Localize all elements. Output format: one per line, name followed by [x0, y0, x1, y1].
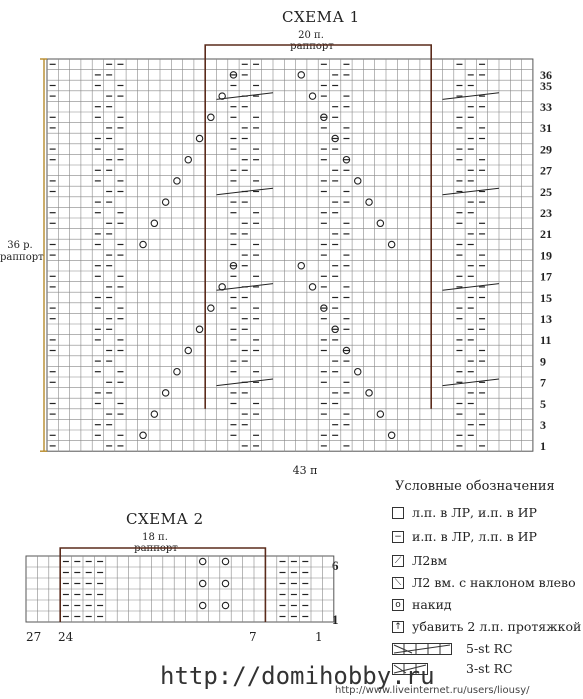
yarn-over-mark [162, 390, 168, 396]
legend-label: и.п. в ЛР, л.п. в ИР [412, 529, 537, 544]
yarn-over-mark [140, 432, 146, 438]
chart1-row-label: 5 [540, 396, 546, 411]
chart1-row-label: 21 [540, 227, 552, 242]
yarn-over-mark [377, 220, 383, 226]
legend-item-cdd [392, 619, 581, 634]
yarn-over-mark [151, 411, 157, 417]
ssk-icon: ⟍ [392, 577, 404, 589]
yarn-over-mark [298, 72, 304, 78]
legend-title: Условные обозначения [395, 479, 555, 494]
legend-label: 5-st RC [466, 641, 513, 656]
yarn-over-mark [388, 432, 394, 438]
chart2-title: СХЕМА 2 [126, 510, 204, 528]
yarn-over-mark [208, 114, 214, 120]
watermark-site: http://domihobby.ru [160, 662, 435, 690]
yarn-over-mark [298, 263, 304, 269]
chart1-row-label: 27 [540, 163, 552, 178]
yarn-over-mark [309, 93, 315, 99]
chart1-row-label: 25 [540, 184, 552, 199]
cable-mark [443, 93, 500, 100]
chart1-row-repeat-word: раппорт [0, 252, 44, 263]
yarn-over-mark [174, 369, 180, 375]
yarn-over-mark [196, 326, 202, 332]
legend-item-knit [392, 505, 537, 520]
legend-item-ssk [392, 575, 576, 590]
yarn-over-mark [366, 390, 372, 396]
empty-square-icon [392, 507, 404, 519]
yarn-over-mark [366, 199, 372, 205]
chart1-row-label: 29 [540, 142, 552, 157]
legend-label: 3-st RC [466, 661, 513, 676]
chart2-col-label-1: 1 [315, 630, 323, 644]
chart1-row-label: 17 [540, 269, 552, 284]
k2tog-icon: ⟋ [392, 555, 404, 567]
chart1-repeat-word: раппорт [290, 41, 334, 52]
central-double-decrease-icon: ↑ [392, 621, 404, 633]
chart1-title: СХЕМА 1 [282, 8, 360, 26]
watermark-source: http://www.liveinternet.ru/users/liousy/ [335, 685, 530, 696]
chart1-row-label: 13 [540, 312, 552, 326]
chart1-row-label: 31 [540, 121, 552, 136]
chart1-total-stitches: 43 п [292, 464, 318, 477]
chart1-row-label: 15 [540, 290, 552, 305]
chart1-row-label: 36 [540, 68, 552, 83]
chart1-yarn-overs [140, 72, 395, 439]
chart1-repeat-stitches: 20 п. [298, 30, 324, 41]
yarn-over-mark [355, 178, 361, 184]
yarn-over-icon: o [392, 599, 404, 611]
chart2-repeat-stitches: 18 п. [142, 532, 168, 543]
chart2-row-label-6: 6 [332, 558, 339, 573]
yarn-over-mark [174, 178, 180, 184]
chart1-row-label: 9 [540, 354, 546, 369]
chart1-row-label: 7 [540, 375, 546, 390]
chart1-row-label: 23 [540, 206, 552, 220]
chart2-col-label-7: 7 [249, 630, 257, 644]
yarn-over-mark [162, 199, 168, 205]
chart1-row-label: 19 [540, 248, 552, 263]
legend-label: л.п. в ЛР, и.п. в ИР [412, 505, 537, 520]
chart2-repeat-word: раппорт [134, 543, 178, 554]
yarn-over-mark [140, 241, 146, 247]
legend-item-cable5 [392, 641, 513, 656]
yarn-over-mark [185, 347, 191, 353]
cable-5st-icon [392, 643, 452, 655]
chart1-row-repeat-rows: 36 р. [7, 240, 33, 251]
cable-mark [217, 188, 274, 195]
yarn-over-mark [208, 305, 214, 311]
legend-label: убавить 2 л.п. протяжкой [412, 619, 582, 634]
yarn-over-mark [355, 369, 361, 375]
chart2-col-label-27: 27 [26, 630, 42, 644]
dash-square-icon: − [392, 531, 404, 543]
legend-item-yo [392, 597, 452, 612]
yarn-over-mark [185, 157, 191, 163]
cable-mark [443, 188, 500, 195]
cable-mark [443, 284, 500, 291]
chart2-col-label-24: 24 [58, 630, 74, 644]
yarn-over-mark [388, 241, 394, 247]
chart1-row-label: 11 [540, 333, 552, 348]
chart1-row-label: 33 [540, 100, 552, 114]
yarn-over-mark [309, 284, 315, 290]
chart2-row-label-1: 1 [332, 612, 339, 627]
chart1-row-label: 35 [540, 78, 552, 93]
legend-label: Л2вм [412, 553, 448, 568]
legend-label: накид [412, 597, 452, 612]
chart1-row-label: 1 [540, 439, 546, 454]
cable-mark [443, 379, 500, 386]
legend-label: Л2 вм. с наклоном влево [412, 575, 576, 590]
legend-item-purl [392, 529, 537, 544]
yarn-over-mark [151, 220, 157, 226]
yarn-over-mark [377, 411, 383, 417]
legend-item-k2tog [392, 553, 447, 568]
chart1-row-label: 3 [540, 418, 546, 432]
cable-mark [217, 379, 274, 386]
yarn-over-mark [196, 135, 202, 141]
